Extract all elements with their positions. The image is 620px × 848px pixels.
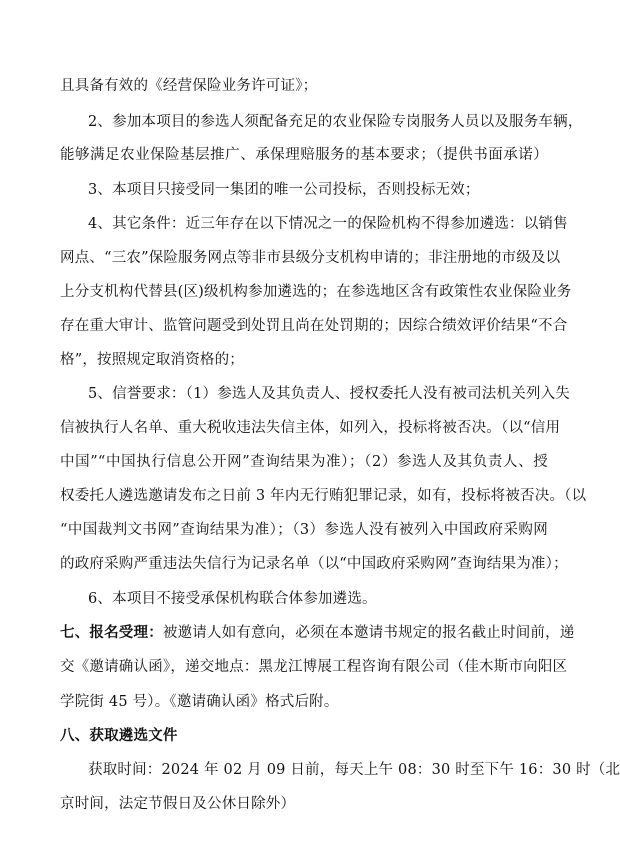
text-line-13: 权委托人遴选邀请发布之日前 3 年内无行贿犯罪记录，如有，投标将被否决。（以 (60, 488, 587, 504)
text-line-19: 学院街 45 号）。《邀请确认函》格式后附。 (60, 694, 339, 710)
text-line-9: 格”，按照规定取消资格的； (60, 352, 245, 368)
text-line-21: 获取时间：2024 年 02 月 09 日前，每天上午 08：30 时至下午 16：30 时（北 (88, 762, 620, 778)
text-line-6: 网点、“三农”保险服务网点等非市县级分支机构申请的；非注册地的市级及以 (60, 250, 561, 266)
section-8-heading: 八、获取遴选文件 (60, 727, 178, 744)
section-7-heading: 七、报名受理： (60, 624, 163, 641)
text-line-7: 上分支机构代替县(区)级机构参加遴选的；在参选地区含有政策性农业保险业务 (60, 284, 572, 300)
text-line-2: 2、参加本项目的参选人须配备充足的农业保险专岗服务人员以及服务车辆， (88, 114, 583, 130)
text-line-8: 存在重大审计、监管问题受到处罚且尚在处罚期的；因综合绩效评价结果“不合 (60, 318, 568, 334)
text-line-22: 京时间，法定节假日及公休日除外） (60, 796, 296, 812)
text-line-15: 的政府采购严重违法失信行为记录名单（以“中国政府采购网”查询结果为准）； (60, 556, 568, 572)
section-7-text: 被邀请人如有意向，必须在本邀请书规定的报名截止时间前，递 (162, 625, 575, 641)
text-line-4: 3、本项目只接受同一集团的唯一公司投标，否则投标无效； (88, 182, 480, 198)
text-line-14: “中国裁判文书网”查询结果为准）；（3）参选人没有被列入中国政府采购网 (60, 522, 548, 538)
text-line-12: 中国”“中国执行信息公开网”查询结果为准）；（2）参选人及其负责人、授 (60, 454, 548, 470)
section-7-paragraph (60, 623, 575, 643)
text-line-1: 且具备有效的《经营保险业务许可证》； (60, 78, 318, 94)
text-line-18: 交《邀请确认函》，递交地点：黑龙江博展工程咨询有限公司（佳木斯市向阳区 (60, 659, 568, 675)
text-line-5: 4、其它条件：近三年存在以下情况之一的保险机构不得参加遴选：以销售 (88, 216, 568, 232)
text-line-11: 信被执行人名单、重大税收违法失信主体，如列入，投标将被否决。（以“信用 (60, 420, 561, 436)
text-line-10: 5、信誉要求：（1）参选人及其负责人、授权委托人没有被司法机关列入失 (88, 386, 570, 402)
text-line-3: 能够满足农业保险基层推广、承保理赔服务的基本要求；（提供书面承诺） (60, 147, 548, 163)
text-line-16: 6、本项目不接受承保机构联合体参加遴选。 (88, 591, 377, 607)
